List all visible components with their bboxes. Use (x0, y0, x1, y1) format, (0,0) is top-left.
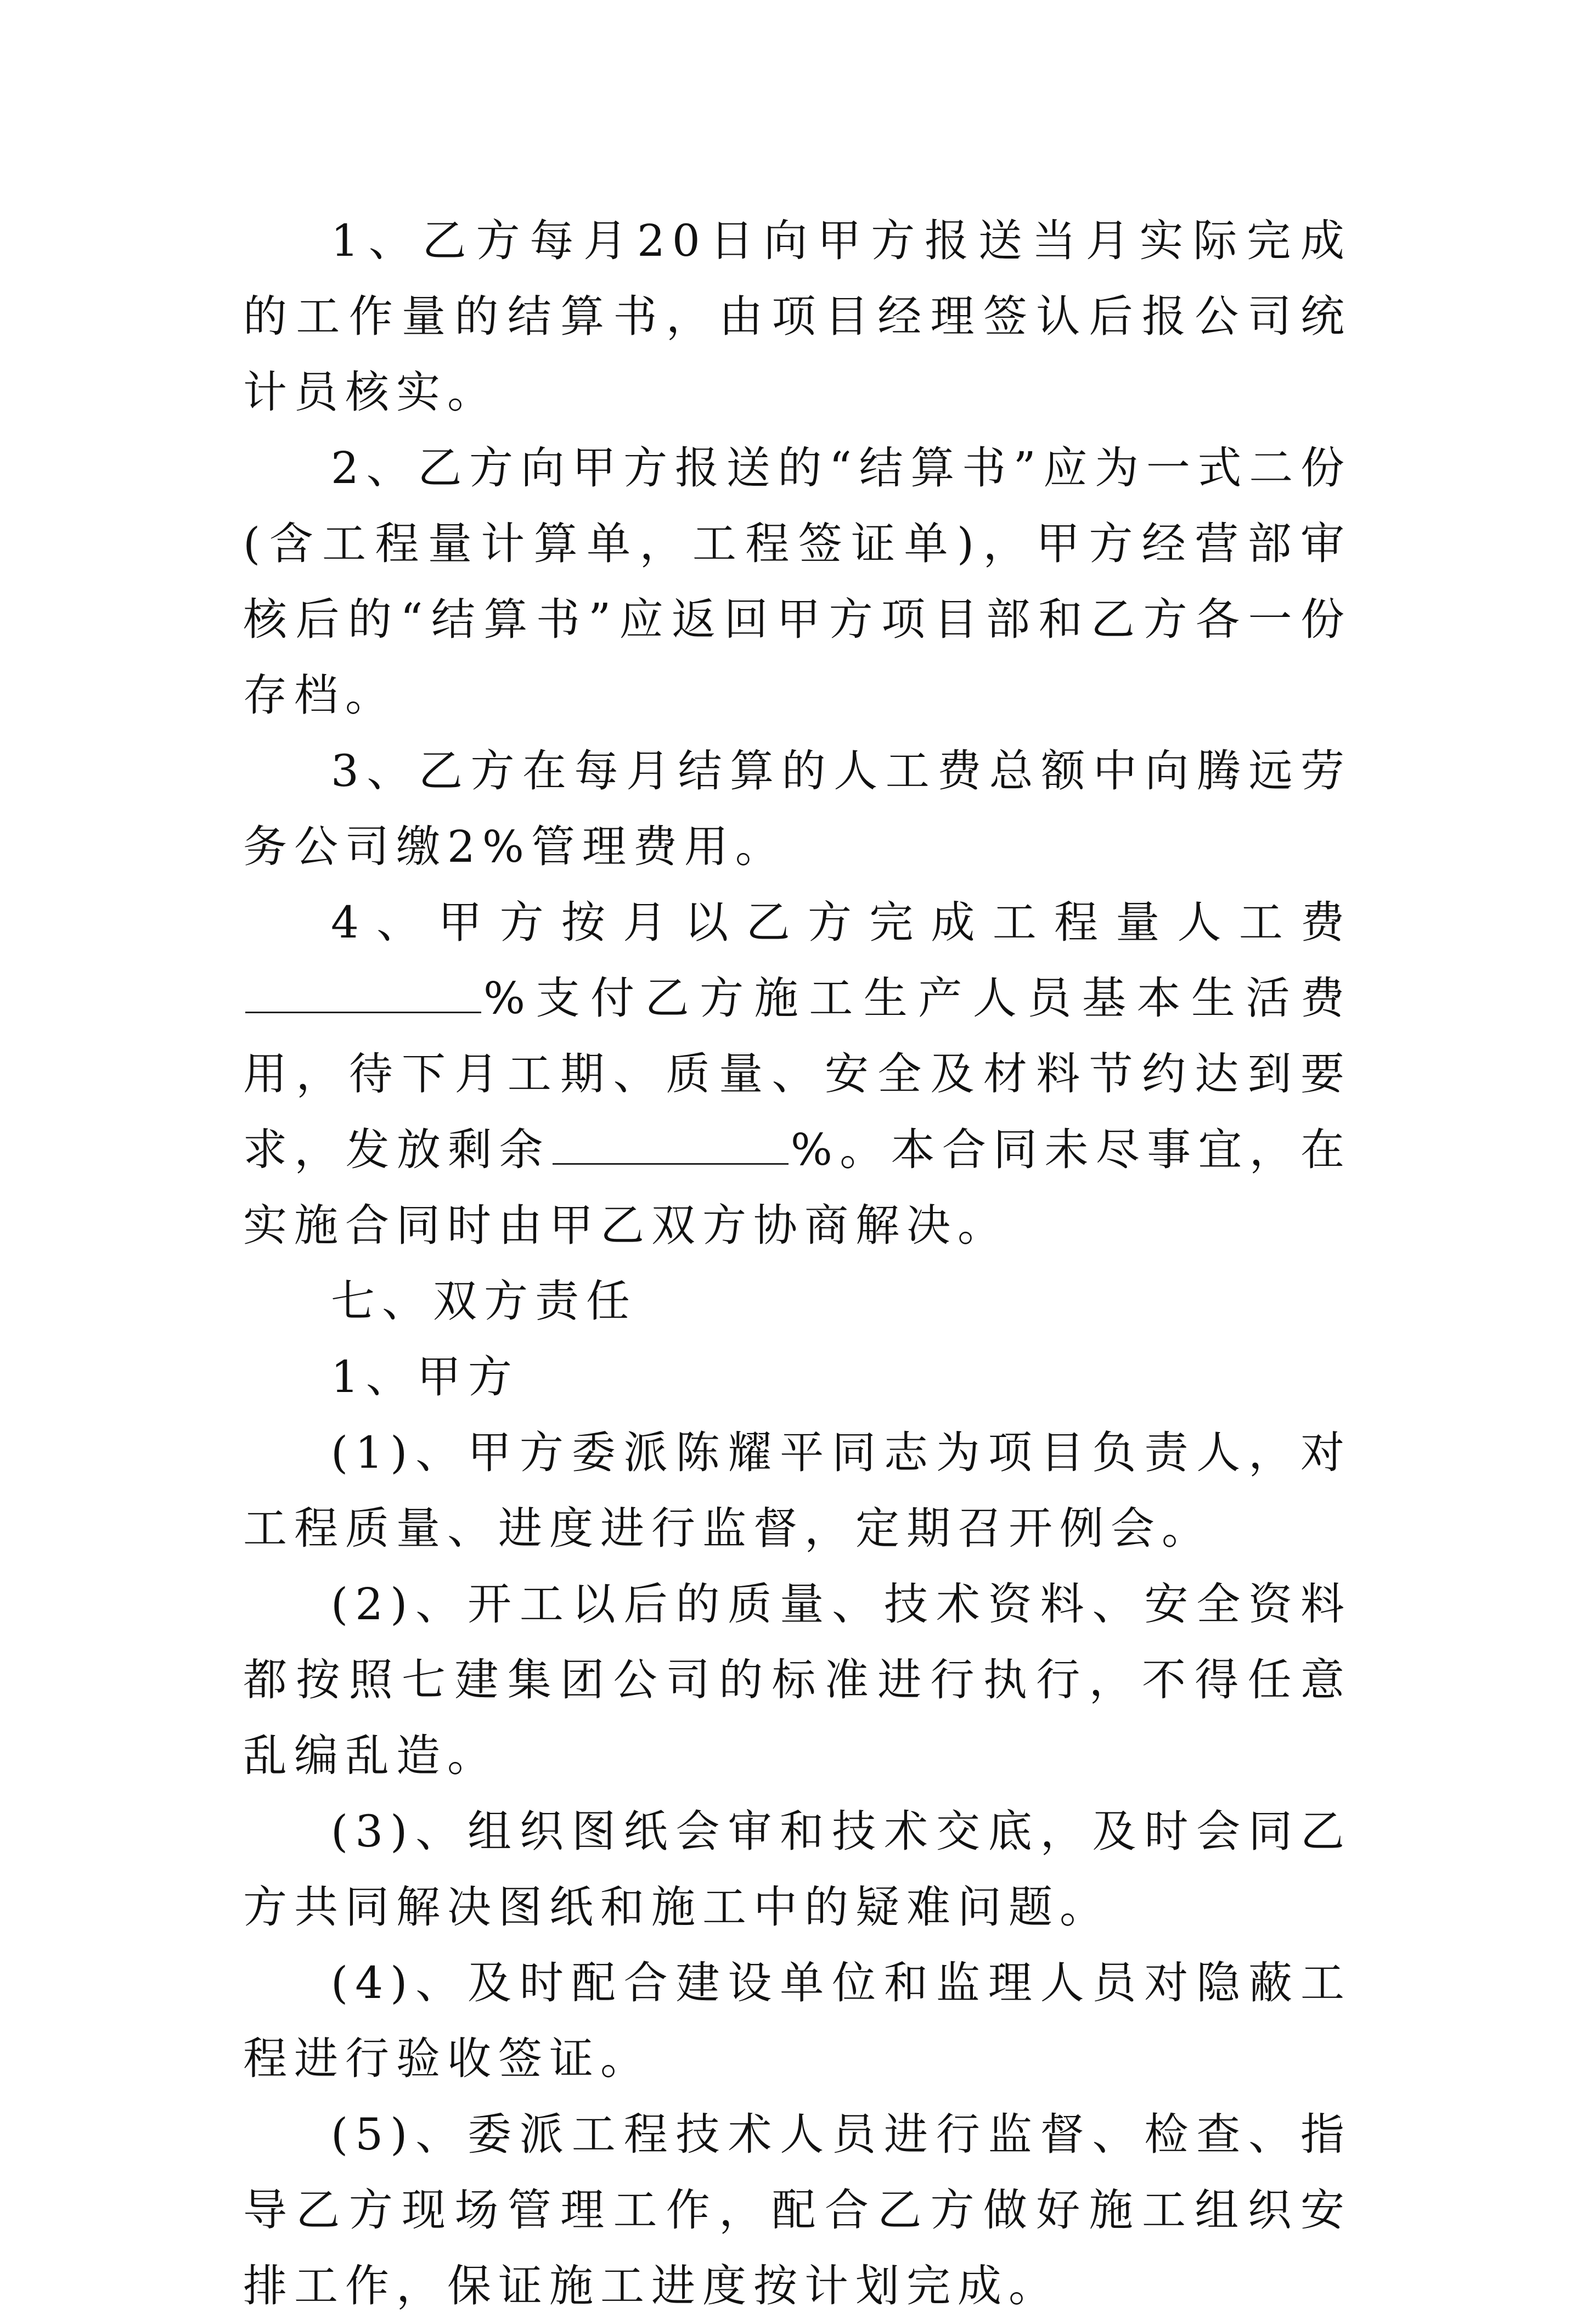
clause-4-text-b: %支付乙方施工生产人员基本生活费用，待下月工期、质量、安全及材料节约达到要求，发放剩余 (243, 973, 1352, 1175)
party-a-item-1: (1)、甲方委派陈耀平同志为项目负责人，对工程质量、进度进行监督，定期召开例会。 (243, 1427, 1352, 1554)
clause-4-text-c: %。本合同未尽事宜，在实施合同时由甲乙双方协商解决。 (243, 1124, 1352, 1251)
settlement-clause-4 (243, 885, 1352, 1264)
section-heading-responsibilities: 七、双方责任 (331, 1276, 637, 1327)
fill-in-blank-percent-2[interactable] (553, 1125, 789, 1165)
party-a-item-2: (2)、开工以后的质量、技术资料、安全资料都按照七建集团公司的标准进行执行，不得任意乱编乱造。 (243, 1579, 1352, 1781)
clause-4-text-a: 4、甲方按月以乙方完成工程量人工费 (331, 897, 1352, 948)
fill-in-blank-percent-1[interactable] (245, 973, 481, 1013)
party-a-item-5: (5)、委派工程技术人员进行监督、检查、指导乙方现场管理工作，配合乙方做好施工组织安排工作，保证施工进度按计划完成。 (243, 2109, 1352, 2311)
party-a-item-3: (3)、组织图纸会审和技术交底，及时会同乙方共同解决图纸和施工中的疑难问题。 (243, 1806, 1352, 1933)
settlement-clause-3: 3、乙方在每月结算的人工费总额中向腾远劳务公司缴2%管理费用。 (243, 745, 1352, 872)
document-body (243, 203, 1352, 2324)
settlement-clause-2: 2、乙方向甲方报送的“结算书”应为一式二份(含工程量计算单，工程签证单)，甲方经营部审核后的“结算书”应返回甲方项目部和乙方各一份存档。 (243, 442, 1352, 721)
subheading-party-a: 1、甲方 (331, 1351, 519, 1402)
party-a-item-4: (4)、及时配合建设单位和监理人员对隐蔽工程进行验收签证。 (243, 1957, 1352, 2084)
settlement-clause-1: 1、乙方每月20日向甲方报送当月实际完成的工作量的结算书，由项目经理签认后报公司统计员核实。 (243, 215, 1352, 418)
